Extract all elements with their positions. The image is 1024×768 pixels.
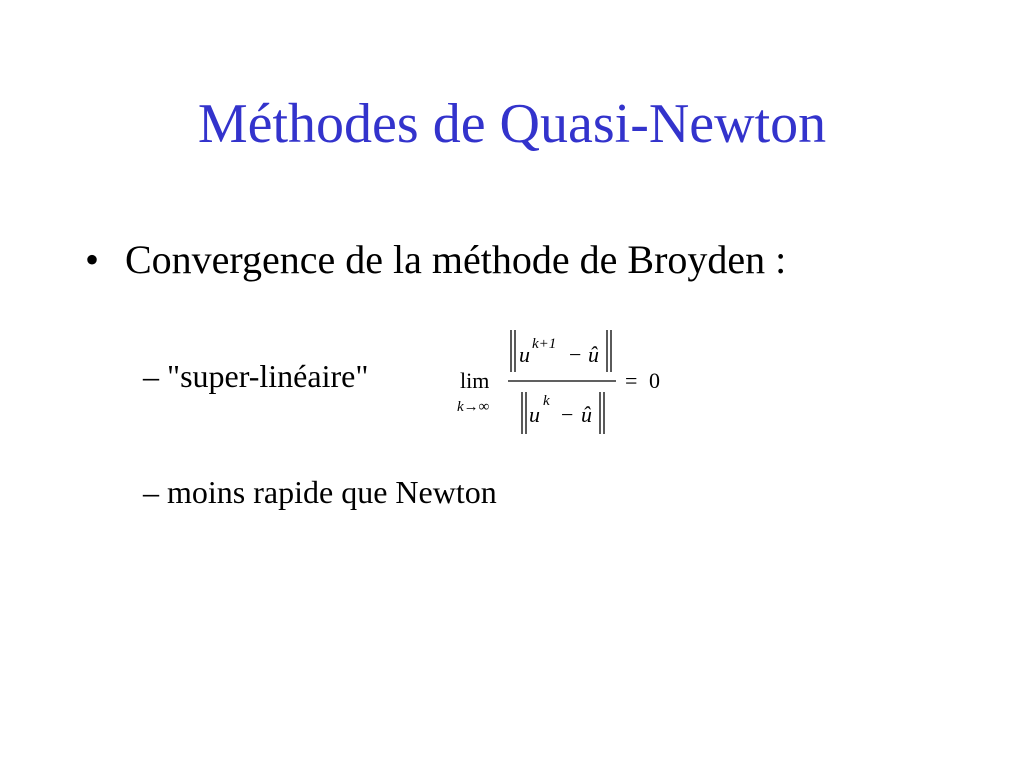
lim-subscript: k→∞ [457, 399, 490, 415]
sub-item-slower [143, 473, 497, 511]
bullet-dot: • [85, 237, 100, 282]
bullet-item [85, 236, 786, 284]
sub-item-text: moins rapide que Newton [167, 474, 497, 510]
sub-item-text: "super-linéaire" [167, 358, 369, 394]
numerator-u: u [519, 342, 530, 367]
denominator-minus: − [561, 402, 574, 427]
rhs-zero: 0 [649, 368, 660, 393]
sub-item-superlinear [143, 357, 368, 395]
numerator-exponent: k+1 [532, 336, 557, 352]
numerator-minus: − [569, 342, 582, 367]
denominator-uhat: û [581, 402, 592, 427]
denominator-u: u [529, 402, 540, 427]
slide-title: Méthodes de Quasi-Newton [197, 93, 827, 155]
equals-sign: = [625, 368, 638, 393]
numerator-uhat: û [588, 342, 599, 367]
convergence-formula [450, 322, 680, 448]
lim-label: lim [460, 368, 490, 393]
bullet-text: Convergence de la méthode de Broyden : [125, 237, 787, 282]
denominator-exponent: k [543, 393, 550, 409]
sub-item-dash: – [143, 474, 159, 510]
sub-item-dash: – [143, 358, 159, 394]
